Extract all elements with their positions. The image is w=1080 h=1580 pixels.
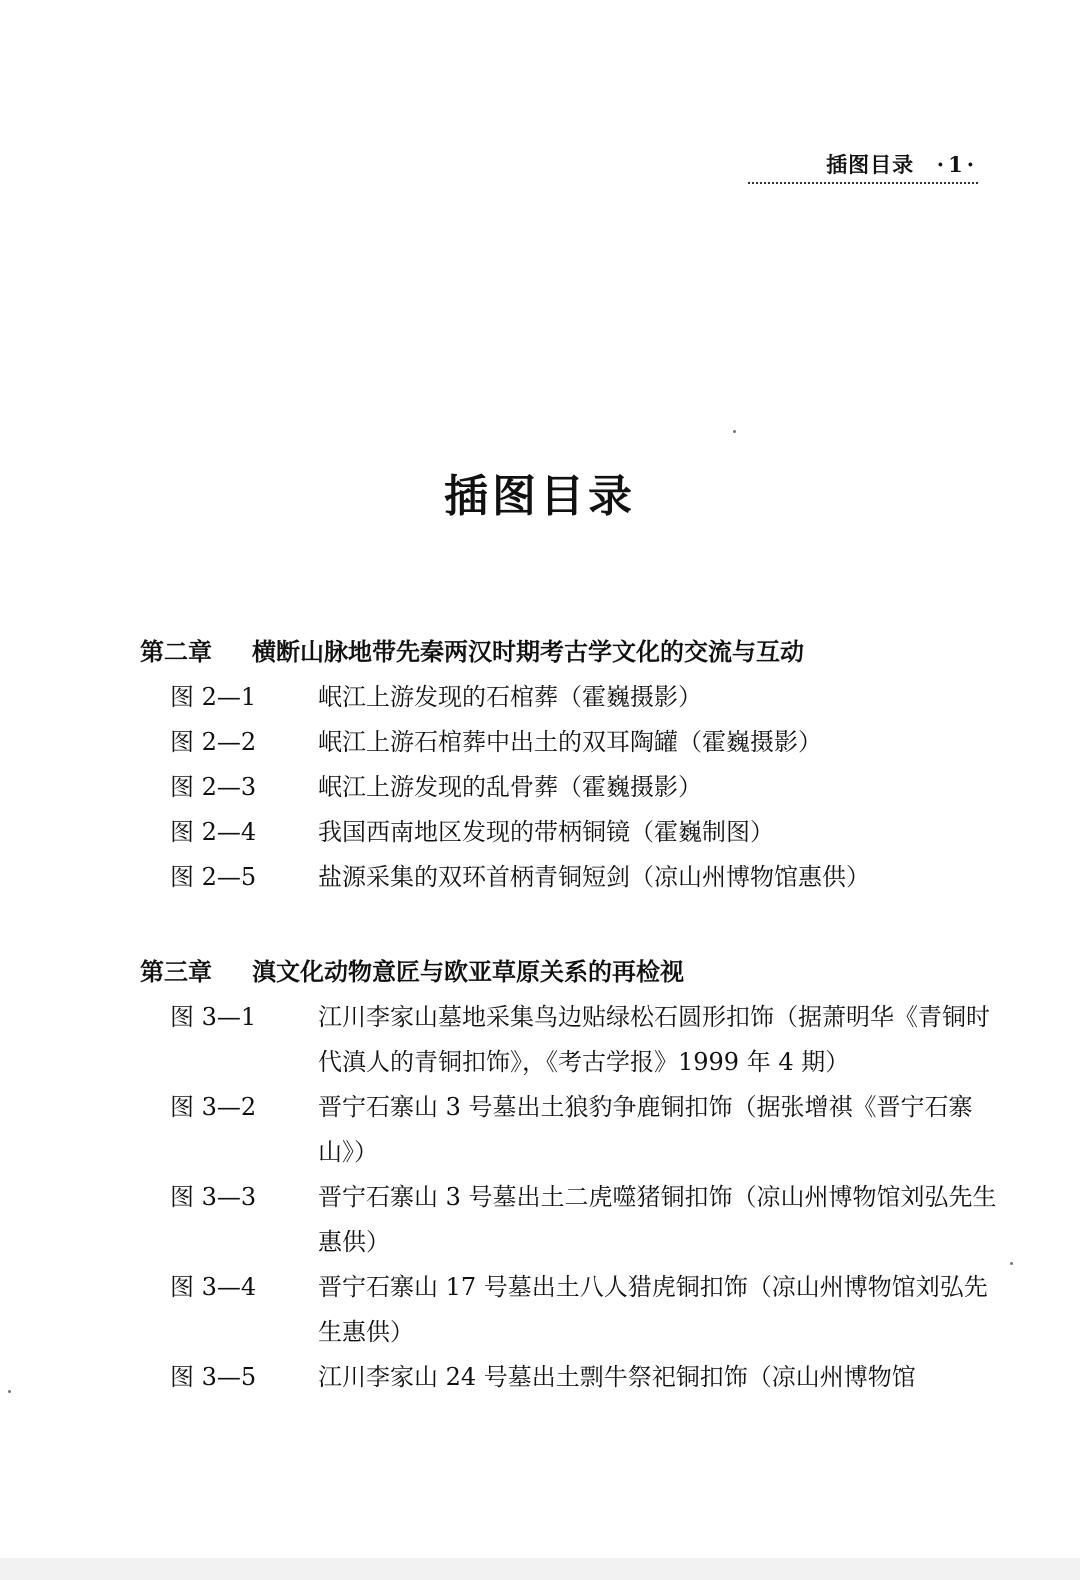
figure-caption: 江川李家山 24 号墓出土剽牛祭祀铜扣饰（凉山州博物馆 <box>318 1363 916 1391</box>
figure-number: 图 2—1 <box>170 683 257 711</box>
figure-caption: 盐源采集的双环首柄青铜短剑（凉山州博物馆惠供） <box>318 863 870 891</box>
running-head-title: 插图目录 <box>826 152 915 177</box>
figure-list <box>140 675 990 900</box>
figure-number: 图 3—1 <box>170 1003 257 1031</box>
figure-entry <box>170 1175 997 1265</box>
figure-entry <box>170 1265 990 1355</box>
chapter-number: 第三章 <box>140 958 212 986</box>
figure-number: 图 2—5 <box>170 863 257 891</box>
running-head-page-number: ·1· <box>936 152 978 177</box>
figure-entry <box>170 720 990 765</box>
figure-caption: 岷江上游发现的乱骨葬（霍巍摄影） <box>318 773 702 801</box>
figure-entry <box>170 855 990 900</box>
figure-caption: 岷江上游石棺葬中出土的双耳陶罐（霍巍摄影） <box>318 728 822 756</box>
chapter-heading <box>140 631 990 673</box>
chapter-heading <box>140 951 990 993</box>
figure-caption: 岷江上游发现的石棺葬（霍巍摄影） <box>318 683 702 711</box>
figure-entry <box>170 675 990 720</box>
figure-caption: 晋宁石寨山 3 号墓出土狼豹争鹿铜扣饰（据张增祺《晋宁石寨山》） <box>318 1093 973 1166</box>
chapter-section <box>140 951 997 1400</box>
scan-speck <box>1010 1262 1013 1265</box>
chapter-title: 横断山脉地带先秦两汉时期考古学文化的交流与互动 <box>252 638 804 666</box>
figure-caption: 晋宁石寨山 3 号墓出土二虎噬猪铜扣饰（凉山州博物馆刘弘先生惠供） <box>318 1183 997 1256</box>
figure-entry <box>170 810 990 855</box>
figure-number: 图 3—4 <box>170 1273 257 1301</box>
chapter-number: 第二章 <box>140 638 212 666</box>
figure-caption: 晋宁石寨山 17 号墓出土八人猎虎铜扣饰（凉山州博物馆刘弘先生惠供） <box>318 1273 988 1346</box>
chapter-title: 滇文化动物意匠与欧亚草原关系的再检视 <box>252 958 684 986</box>
figure-number: 图 2—2 <box>170 728 257 756</box>
figure-number: 图 2—4 <box>170 818 257 846</box>
chapter-section <box>140 631 990 900</box>
figure-caption: 江川李家山墓地采集鸟边贴绿松石圆形扣饰（据萧明华《青铜时代滇人的青铜扣饰》，《考古学报》1999 年 4 期） <box>318 1003 990 1076</box>
running-head <box>748 150 978 184</box>
figure-number: 图 2—3 <box>170 773 257 801</box>
scan-bottom-edge <box>0 1558 1080 1580</box>
figure-entry <box>170 1085 990 1175</box>
figure-number: 图 3—3 <box>170 1183 257 1211</box>
scan-speck <box>733 430 736 433</box>
figure-caption: 我国西南地区发现的带柄铜镜（霍巍制图） <box>318 818 774 846</box>
figure-entry <box>170 995 990 1085</box>
figure-entry <box>170 1355 990 1400</box>
page-title: 插图目录 <box>444 471 636 523</box>
figure-entry <box>170 765 990 810</box>
scan-speck <box>8 1390 11 1393</box>
figure-number: 图 3—5 <box>170 1363 257 1391</box>
figure-list <box>140 995 997 1400</box>
figure-number: 图 3—2 <box>170 1093 257 1121</box>
